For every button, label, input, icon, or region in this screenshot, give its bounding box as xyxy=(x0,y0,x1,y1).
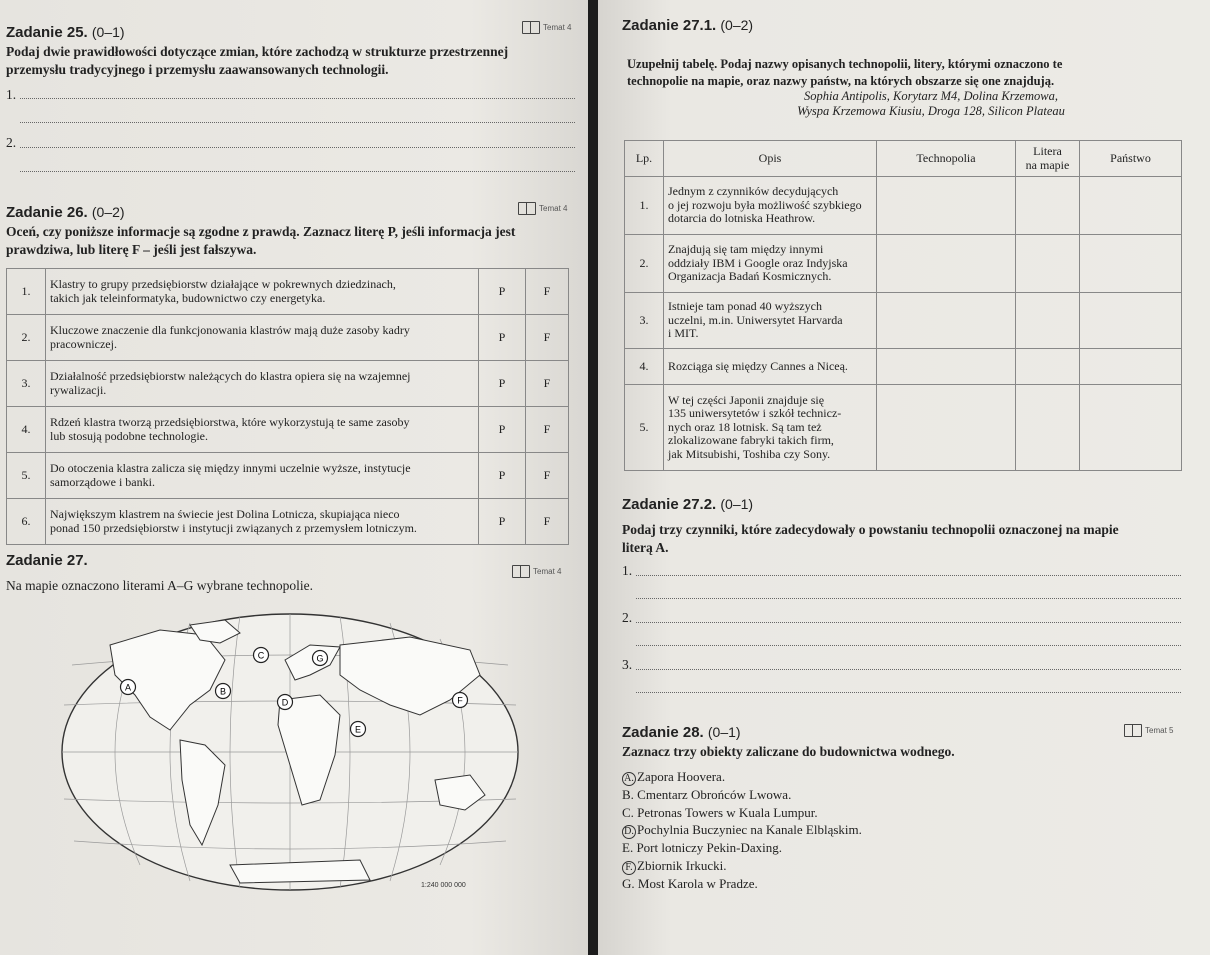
book-icon xyxy=(522,21,540,34)
false-option[interactable]: F xyxy=(526,453,569,499)
task-27-2-answer-1-line[interactable] xyxy=(636,575,1181,576)
statement-row xyxy=(7,269,569,315)
option-letter: G. xyxy=(622,875,635,891)
country-cell[interactable] xyxy=(1080,235,1182,293)
svg-text:G: G xyxy=(316,653,324,664)
task-26-instruction: Oceń, czy poniższe informacje są zgodne z prawdą. Zaznacz literę P, jeśli informacja jest prawdziwa, lub literę F – jeśli jest fałszywa. xyxy=(6,224,516,257)
task-25-answer-2-label: 2. xyxy=(6,135,17,150)
task-27-2-title: Zadanie 27.2. (0–1) xyxy=(622,496,754,513)
task-28-title: Zadanie 28. (0–1) xyxy=(622,724,741,741)
col-litera: Litera na mapie xyxy=(1016,141,1080,177)
map-marker-c xyxy=(254,648,269,663)
row-description: W tej części Japonii znajduje się 135 uniwersytetów i szkół technicz- nych oraz 18 lotnisk. Są tam też zlokalizowane fabryki takich firm, jak Mitsubishi, Toshiba czy Sony. xyxy=(664,385,877,471)
task-27-2-answer-1-label: 1. xyxy=(622,563,633,578)
svg-text:E: E xyxy=(354,724,362,735)
task-27-1-title: Zadanie 27.1. (0–2) xyxy=(622,17,754,34)
svg-text:F: F xyxy=(457,695,463,706)
col-panstwo: Państwo xyxy=(1080,141,1182,177)
circled-letter: A. xyxy=(622,772,636,786)
row-description: Znajdują się tam między innymi oddziały IBM i Google oraz Indyjska Organizacja Badań Kosmicznych. xyxy=(664,235,877,293)
true-option[interactable]: P xyxy=(479,407,526,453)
true-option[interactable]: P xyxy=(479,453,526,499)
task-25-answer-1-label: 1. xyxy=(6,87,17,102)
country-cell[interactable] xyxy=(1080,349,1182,385)
row-number: 4. xyxy=(625,349,664,385)
false-option[interactable]: F xyxy=(526,269,569,315)
statement-number: 2. xyxy=(7,315,46,361)
option-text: Petronas Towers w Kuala Lumpur. xyxy=(637,804,818,820)
statement-row xyxy=(7,407,569,453)
answer-option[interactable] xyxy=(622,875,862,893)
map-letter-cell[interactable] xyxy=(1016,293,1080,349)
option-text: Cmentarz Obrońców Lwowa. xyxy=(637,787,792,802)
map-marker-b xyxy=(216,684,231,699)
map-letter-cell[interactable] xyxy=(1016,235,1080,293)
task-27-2-answer-3-line-2[interactable] xyxy=(636,692,1181,693)
technopolis-row xyxy=(625,177,1182,235)
task-25-instruction: Podaj dwie prawidłowości dotyczące zmian, które zachodzą w strukturze przestrzennej przemysłu tradycyjnego i przemysłu zaawansowanych technologii. xyxy=(6,44,509,77)
book-icon xyxy=(512,565,530,578)
option-letter: E. xyxy=(622,840,634,855)
task-25-title: Zadanie 25. (0–1) xyxy=(6,24,125,41)
map-marker-a xyxy=(121,680,136,695)
task-25-answer-1-line-2[interactable] xyxy=(20,122,575,123)
svg-text:A: A xyxy=(124,682,132,693)
statement-number: 5. xyxy=(7,453,46,499)
statement-text: Kluczowe znaczenie dla funkcjonowania klastrów mają duże zasoby kadry pracowniczej. xyxy=(46,315,479,361)
task-26-title: Zadanie 26. (0–2) xyxy=(6,204,125,221)
task-27-2-answer-2-line[interactable] xyxy=(636,622,1181,623)
statement-number: 3. xyxy=(7,361,46,407)
book-spine xyxy=(588,0,598,955)
task-28-options xyxy=(622,768,862,892)
technopolis-row xyxy=(625,385,1182,471)
map-marker-e xyxy=(351,722,366,737)
col-opis: Opis xyxy=(664,141,877,177)
task-27-1-table xyxy=(624,140,1182,471)
row-number: 1. xyxy=(625,177,664,235)
row-description: Jednym z czynników decydujących o jej rozwoju była możliwość szybkiego dotarcia do lotniska Heathrow. xyxy=(664,177,877,235)
statement-row xyxy=(7,453,569,499)
statement-number: 1. xyxy=(7,269,46,315)
task-27-2-answer-3-label: 3. xyxy=(622,657,633,672)
option-text: Zapora Hoovera. xyxy=(637,769,726,784)
country-cell[interactable] xyxy=(1080,293,1182,349)
task-25-answer-2-line[interactable] xyxy=(20,147,575,148)
technopolis-cell[interactable] xyxy=(877,385,1016,471)
false-option[interactable]: F xyxy=(526,315,569,361)
task-25-answer-1-line[interactable] xyxy=(20,98,575,99)
map-marker-g xyxy=(313,651,328,666)
option-letter: C. xyxy=(622,804,634,820)
row-number: 5. xyxy=(625,385,664,471)
answer-option[interactable] xyxy=(622,857,862,875)
row-number: 2. xyxy=(625,235,664,293)
option-letter: B. xyxy=(622,787,634,802)
row-description: Istnieje tam ponad 40 wyższych uczelni, m.in. Uniwersytet Harvarda i MIT. xyxy=(664,293,877,349)
left-page xyxy=(0,0,588,955)
world-map xyxy=(40,605,540,900)
row-description: Rozciąga się między Cannes a Niceą. xyxy=(664,349,877,385)
task-25-answer-2-line-2[interactable] xyxy=(20,171,575,172)
task-26-table xyxy=(6,268,569,545)
map-letter-cell[interactable] xyxy=(1016,385,1080,471)
option-text: Most Karola w Pradze. xyxy=(637,875,758,891)
true-option[interactable]: P xyxy=(479,499,526,545)
statement-row xyxy=(7,361,569,407)
country-cell[interactable] xyxy=(1080,385,1182,471)
statement-text: Działalność przedsiębiorstw należących do klastra opiera się na wzajemnej rywalizacji. xyxy=(46,361,479,407)
right-page xyxy=(598,0,1210,955)
task-27-1-instruction: Uzupełnij tabelę. Podaj nazwy opisanych technopolii, litery, którymi oznaczono te technopolie na mapie, oraz nazwy państw, na których obszarze się one znajdują. xyxy=(627,57,1063,88)
false-option[interactable]: F xyxy=(526,499,569,545)
col-technopolia: Technopolia xyxy=(877,141,1016,177)
map-letter-cell[interactable] xyxy=(1016,177,1080,235)
true-option[interactable]: P xyxy=(479,269,526,315)
task-26-topic-ref: Temat 4 xyxy=(518,202,567,215)
statement-text: Największym klastrem na świecie jest Dolina Lotnicza, skupiająca nieco ponad 150 przedsiębiorstw i instytucji związanych z przemysłem lotniczym. xyxy=(46,499,479,545)
technopolis-cell[interactable] xyxy=(877,349,1016,385)
map-marker-f xyxy=(453,693,468,708)
task-27-2-answer-1-line-2[interactable] xyxy=(636,598,1181,599)
option-text: Port lotniczy Pekin-Daxing. xyxy=(636,840,782,855)
technopolis-cell[interactable] xyxy=(877,177,1016,235)
statement-text: Klastry to grupy przedsiębiorstw działające w pokrewnych dziedzinach, takich jak teleinformatyka, budownictwo czy energetyka. xyxy=(46,269,479,315)
task-28-topic-ref: Temat 5 xyxy=(1124,724,1173,737)
answer-option[interactable] xyxy=(622,768,862,786)
svg-text:C: C xyxy=(257,650,265,661)
answer-option[interactable] xyxy=(622,821,862,839)
option-text: Pochylnia Buczyniec na Kanale Elbląskim. xyxy=(637,822,862,837)
map-letter-cell[interactable] xyxy=(1016,349,1080,385)
svg-text:D: D xyxy=(281,697,289,708)
task-27-instruction: Na mapie oznaczono literami A–G wybrane technopolie. xyxy=(6,578,314,593)
circled-letter: D. xyxy=(622,825,636,839)
false-option[interactable]: F xyxy=(526,407,569,453)
book-icon xyxy=(518,202,536,215)
statement-text: Rdzeń klastra tworzą przedsiębiorstwa, które wykorzystują te same zasoby lub stosują podobne technologie. xyxy=(46,407,479,453)
task-27-title: Zadanie 27. xyxy=(6,552,88,569)
answer-option[interactable] xyxy=(622,839,862,857)
map-scale: 1:240 000 000 xyxy=(421,882,466,889)
task-27-2-instruction: Podaj trzy czynniki, które zadecydowały o powstaniu technopolii oznaczonej na mapie literą A. xyxy=(622,522,1119,555)
map-marker-d xyxy=(278,695,293,710)
technopolis-row xyxy=(625,293,1182,349)
book-icon xyxy=(1124,724,1142,737)
technopolis-cell[interactable] xyxy=(877,235,1016,293)
circled-letter: F. xyxy=(622,861,636,875)
true-option[interactable]: P xyxy=(479,315,526,361)
svg-text:B: B xyxy=(219,686,227,697)
statement-text: Do otoczenia klastra zalicza się między innymi uczelnie wyższe, instytucje samorządowe i banki. xyxy=(46,453,479,499)
task-27-topic-ref: Temat 4 xyxy=(512,565,561,578)
task-28-instruction: Zaznacz trzy obiekty zaliczane do budownictwa wodnego. xyxy=(622,744,955,759)
statement-number: 4. xyxy=(7,407,46,453)
option-text: Zbiornik Irkucki. xyxy=(637,857,727,873)
statement-number: 6. xyxy=(7,499,46,545)
task-27-2-answer-2-line-2[interactable] xyxy=(636,645,1181,646)
answer-option[interactable] xyxy=(622,786,862,804)
technopolis-cell[interactable] xyxy=(877,293,1016,349)
row-number: 3. xyxy=(625,293,664,349)
answer-option[interactable] xyxy=(622,804,862,822)
true-option[interactable]: P xyxy=(479,361,526,407)
technopolis-row xyxy=(625,235,1182,293)
task-27-2-answer-3-line[interactable] xyxy=(636,669,1181,670)
statement-row xyxy=(7,499,569,545)
col-lp: Lp. xyxy=(625,141,664,177)
technopolis-row xyxy=(625,349,1182,385)
technopolis-list: Sophia Antipolis, Korytarz M4, Dolina Krzemowa, Wyspa Krzemowa Kiusiu, Droga 128, Silicon Plateau xyxy=(797,89,1065,118)
task-27-2-answer-2-label: 2. xyxy=(622,610,633,625)
country-cell[interactable] xyxy=(1080,177,1182,235)
false-option[interactable]: F xyxy=(526,361,569,407)
statement-row xyxy=(7,315,569,361)
task-25-topic-ref: Temat 4 xyxy=(522,21,571,34)
